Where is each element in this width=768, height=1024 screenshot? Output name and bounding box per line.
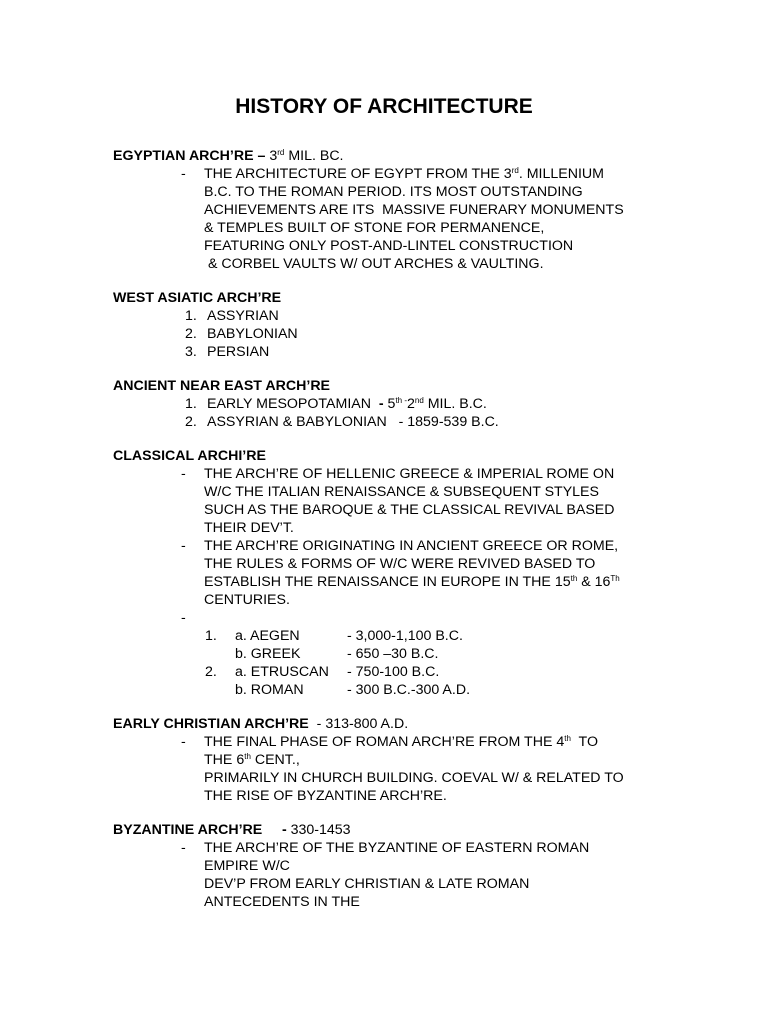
bullet-line: THE 6th CENT., [204,752,300,768]
bullet-line: DEV’P FROM EARLY CHRISTIAN & LATE ROMAN [204,876,530,892]
document-body [113,147,673,927]
list-item: 1. ASSYRIAN [185,308,279,324]
list-item: 2. ASSYRIAN & BABYLONIAN - 1859-539 B.C. [185,414,499,430]
section-early-christian [113,715,673,805]
bullet-line: & TEMPLES BUILT OF STONE FOR PERMANENCE, [204,220,545,236]
era-row: 2. a. ETRUSCAN - 750-100 B.C. [205,664,440,680]
bullet-line: THEIR DEV’T. [204,520,294,536]
list-item: 1. EARLY MESOPOTAMIAN - 5th -2nd MIL. B.C. [185,396,487,412]
section-classical [113,447,673,699]
era-row: b. GREEK - 650 –30 B.C. [235,646,439,662]
bullet-line: W/C THE ITALIAN RENAISSANCE & SUBSEQUENT STYLES [204,484,599,500]
bullet-line: - THE FINAL PHASE OF ROMAN ARCH’RE FROM THE 4th TO [181,734,598,750]
bullet-line: ACHIEVEMENTS ARE ITS MASSIVE FUNERARY MONUMENTS [204,202,624,218]
bullet-line: ESTABLISH THE RENAISSANCE IN EUROPE IN THE 15th & 16Th [204,574,620,590]
bullet-line: CENTURIES. [204,592,290,608]
bullet-line: PRIMARILY IN CHURCH BUILDING. COEVAL W/ & RELATED TO [204,770,624,786]
bullet-line: - THE ARCH’RE OF THE BYZANTINE OF EASTERN ROMAN [181,840,590,856]
bullet-line: FEATURING ONLY POST-AND-LINTEL CONSTRUCTION [204,238,574,254]
section-date: 330-1453 [290,822,351,838]
section-byzantine [113,821,673,911]
section-egyptian [113,147,673,273]
bullet-line: - THE ARCH’RE ORIGINATING IN ANCIENT GREECE OR ROME, [181,538,619,554]
bullet-line: ANTECEDENTS IN THE [204,894,360,910]
section-heading: BYZANTINE ARCH’RE - 330-1453 [113,822,351,838]
bullet-line: B.C. TO THE ROMAN PERIOD. ITS MOST OUTSTANDING [204,184,583,200]
section-heading: CLASSICAL ARCHI’RE [113,448,266,464]
section-date: 3rd MIL. BC. [269,148,344,164]
era-row: b. ROMAN - 300 B.C.-300 A.D. [235,682,471,698]
section-heading: WEST ASIATIC ARCH’RE [113,290,282,306]
section-near-east [113,377,673,431]
bullet-line: SUCH AS THE BAROQUE & THE CLASSICAL REVIVAL BASED [204,502,615,518]
document-title: HISTORY OF ARCHITECTURE [235,95,533,118]
bullet-line: THE RISE OF BYZANTINE ARCH’RE. [204,788,447,804]
bullet-line: THE RULES & FORMS OF W/C WERE REVIVED BASED TO [204,556,596,572]
section-date: - 313-800 A.D. [308,716,409,732]
bullet-line: - THE ARCHITECTURE OF EGYPT FROM THE 3rd. MILLENIUM [181,166,604,182]
section-heading: ANCIENT NEAR EAST ARCH’RE [113,378,331,394]
section-west-asiatic [113,289,673,361]
list-item: 3. PERSIAN [185,344,270,360]
bullet-line: - [181,610,186,626]
section-heading: EARLY CHRISTIAN ARCH’RE - 313-800 A.D. [113,716,409,732]
list-item: 2. BABYLONIAN [185,326,298,342]
bullet-line: - THE ARCH’RE OF HELLENIC GREECE & IMPERIAL ROME ON [181,466,615,482]
bullet-dash: - [181,166,186,182]
section-heading: EGYPTIAN ARCH’RE – 3rd MIL. BC. [113,148,344,164]
bullet-line: & CORBEL VAULTS W/ OUT ARCHES & VAULTING. [204,256,544,272]
era-row: 1. a. AEGEN - 3,000-1,100 B.C. [205,628,463,644]
bullet-line: EMPIRE W/C [204,858,290,874]
